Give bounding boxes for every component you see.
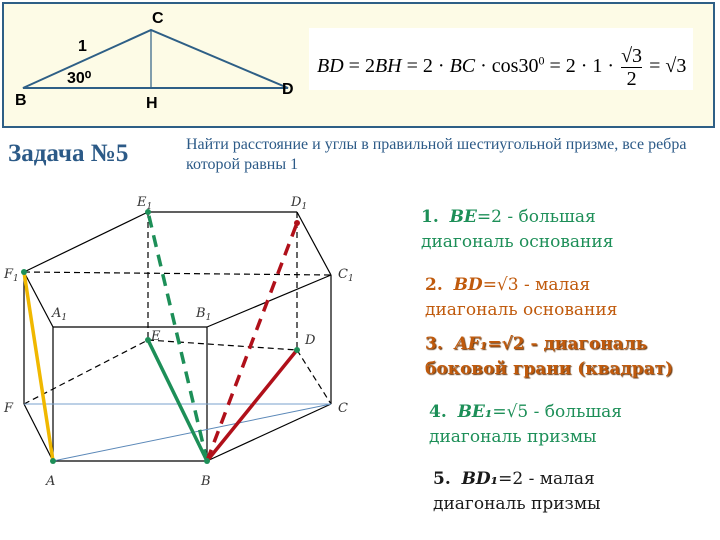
side-bc-label: 1: [78, 38, 87, 55]
label-f: F: [4, 401, 14, 416]
label-e1: $E_1$: [137, 195, 153, 212]
label-d: D: [305, 333, 316, 348]
vertex-b-label: B: [15, 92, 27, 109]
prism-diagram: [0, 180, 380, 500]
vertex-a: [50, 458, 56, 464]
edge-dc: [297, 350, 331, 404]
angle-label: 30⁰: [67, 70, 92, 87]
label-a: A: [46, 474, 56, 489]
label-a1: $A_1$: [52, 306, 68, 323]
foot-h-label: H: [146, 95, 158, 112]
label-c1: $C_1$: [338, 267, 354, 284]
item-1: 1. BE=2 - большая диагональ основания: [421, 207, 614, 252]
label-b1: $B_1$: [196, 306, 212, 323]
triangle-bcd: [23, 30, 288, 88]
item-4: 4. BE₁=√5 - большая диагональ призмы: [429, 402, 622, 447]
task-title: Задача №5: [8, 140, 129, 167]
edge-f1e1: [24, 212, 148, 272]
vertex-c-label: C: [152, 10, 164, 27]
task-description: Найти расстояние и углы в правильной шестиугольной призме, все ребра которой равны 1: [186, 136, 687, 173]
label-d1: $D_1$: [291, 195, 308, 212]
item-5: 5. BD₁=2 - малая диагональ призмы: [433, 469, 601, 514]
vertex-f1: [21, 269, 27, 275]
label-e: E: [151, 329, 161, 344]
formula-box: [309, 28, 693, 90]
label-c: C: [338, 401, 348, 416]
diag-f1c1: [24, 272, 331, 275]
segment-be: [148, 340, 207, 461]
vertex-d: [294, 347, 300, 353]
triangle-panel: [2, 2, 715, 128]
formula-bd: BD = 2BH = 2 · BC · $\cos 30^0 = 2 \cdot 1$ · $\frac{√3}{2}$ = √3: [317, 45, 687, 90]
label-b: B: [201, 474, 211, 489]
edge-d1c1: [297, 212, 331, 275]
item-3: 3. AF₁=√2 - диагональ боковой грани (квадрат): [425, 334, 674, 379]
vertex-d1: [294, 220, 300, 226]
segment-bd: [207, 350, 297, 461]
label-f1: $F_1$: [4, 267, 19, 284]
edge-ed: [148, 340, 297, 350]
item-2: 2. BD=√3 - малая диагональ основания: [425, 275, 618, 320]
vertex-d-label: D: [282, 81, 294, 98]
vertex-b: [204, 458, 210, 464]
